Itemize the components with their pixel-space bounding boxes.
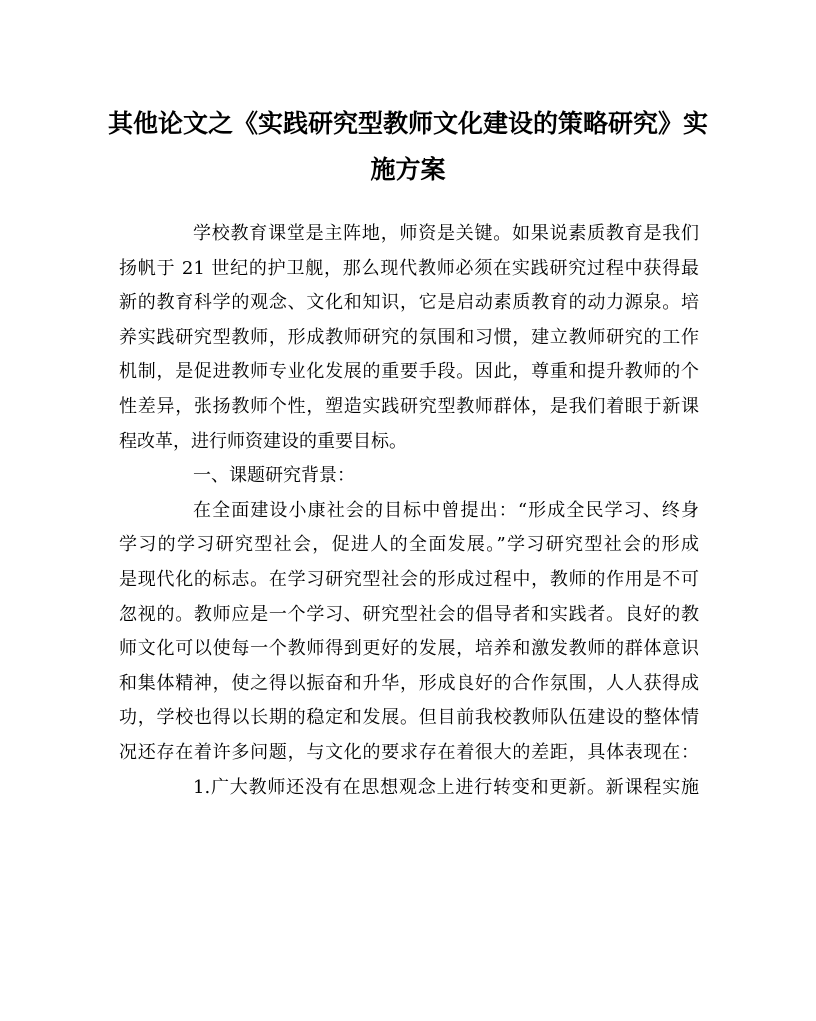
paragraph-line: 扬帆于 21 世纪的护卫舰，那么现代教师必须在实践研究过程中获得最 [119,257,699,279]
document-title-line-1: 其他论文之《实践研究型教师文化建设的策略研究》实 [107,109,708,138]
paragraph-line: 性差异，张扬教师个性，塑造实践研究型教师群体，是我们着眼于新课 [119,395,699,417]
section-heading: 一、课题研究背景： [193,465,355,487]
paragraph-line: 况还存在着许多问题，与文化的要求存在着很大的差距，具体表现在： [119,741,699,763]
paragraph-line: 新的教育科学的观念、文化和知识，它是启动素质教育的动力源泉。培 [119,292,699,314]
paragraph-line: 程改革，进行师资建设的重要目标。 [119,430,407,452]
paragraph-line: 是现代化的标志。在学习研究型社会的形成过程中，教师的作用是不可 [119,568,699,590]
paragraph-line: 养实践研究型教师，形成教师研究的氛围和习惯，建立教师研究的工作 [119,326,699,348]
paragraph-line: 忽视的。教师应是一个学习、研究型社会的倡导者和实践者。良好的教 [119,603,699,625]
paragraph-line: 学习的学习研究型社会，促进人的全面发展。”学习研究型社会的形成 [119,534,699,556]
document-title-line-2: 施方案 [370,155,446,184]
paragraph-line: 师文化可以使每一个教师得到更好的发展，培养和激发教师的群体意识 [119,638,699,660]
paragraph-line: 学校教育课堂是主阵地，师资是关键。如果说素质教育是我们 [193,223,699,244]
paragraph-line: 机制，是促进教师专业化发展的重要手段。因此，尊重和提升教师的个 [119,361,699,383]
paragraph-line: 和集体精神，使之得以振奋和升华，形成良好的合作氛围，人人获得成 [119,672,699,694]
paragraph-line: 在全面建设小康社会的目标中曾提出：“形成全民学习、终身 [193,499,699,521]
list-item-line: 1.广大教师还没有在思想观念上进行转变和更新。新课程实施 [193,776,699,798]
document-body [119,217,699,805]
paragraph-line: 功，学校也得以长期的稳定和发展。但目前我校教师队伍建设的整体情 [119,707,699,729]
